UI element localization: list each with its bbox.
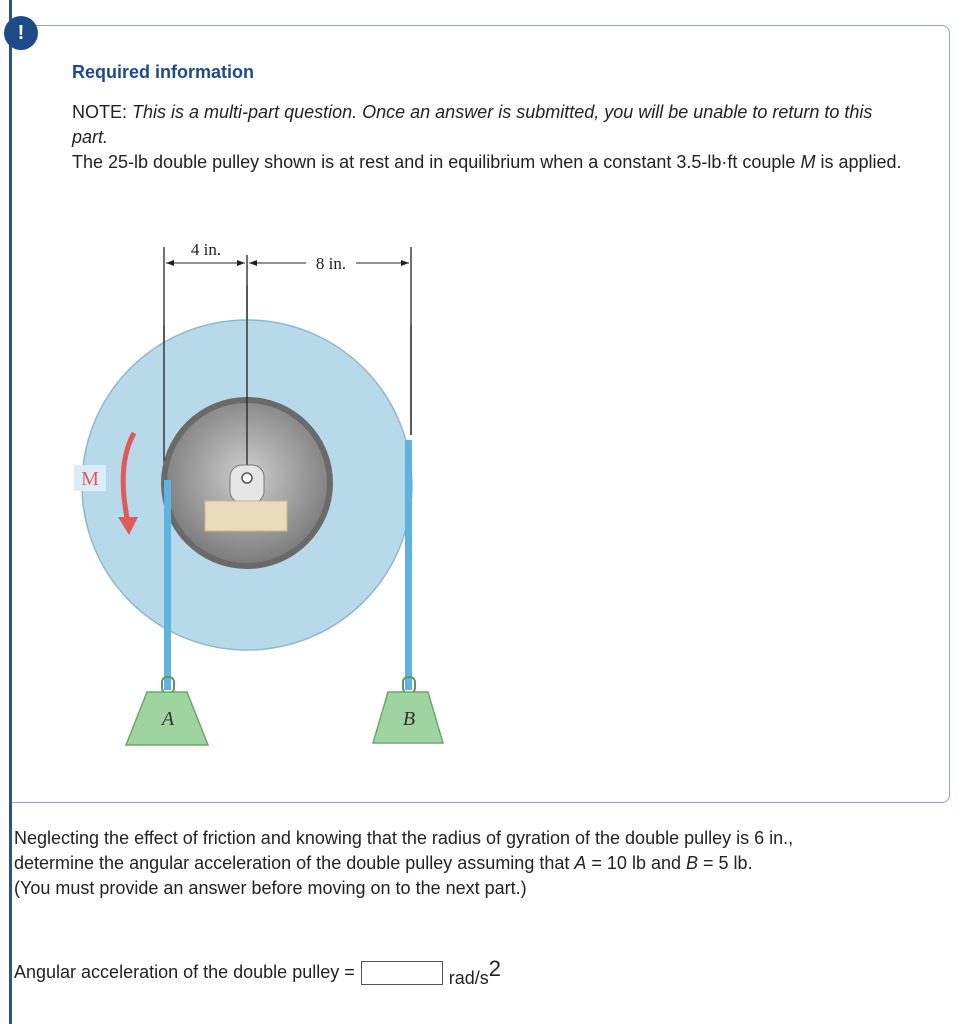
- answer-row: [14, 956, 501, 989]
- problem-var-m: M: [800, 152, 816, 172]
- double-pulley-figure: [72, 225, 452, 755]
- answer-label: Angular acceleration of the double pulley =: [14, 962, 355, 982]
- question-line-3: (You must provide an answer before moving on to the next part.): [14, 878, 527, 898]
- support-mount: [205, 501, 287, 531]
- problem-note: [72, 100, 912, 175]
- question-var-a: A: [574, 853, 587, 873]
- note-prefix: NOTE:: [72, 102, 128, 122]
- dim-arrow-inner-left: [166, 260, 174, 266]
- question-eq-a: = 10 lb and: [591, 853, 681, 873]
- question-line-2: determine the angular acceleration of the double pulley assuming that: [14, 853, 570, 873]
- question-eq-b: = 5 lb.: [703, 853, 753, 873]
- cable-a: [164, 480, 171, 690]
- angular-acceleration-input[interactable]: [361, 961, 443, 985]
- dim-arrow-outer-right: [401, 260, 409, 266]
- cable-b: [405, 440, 412, 690]
- moment-label: M: [81, 468, 99, 490]
- answer-unit-base: rad/s: [448, 968, 489, 988]
- answer-unit: [449, 956, 501, 989]
- note-text: This is a multi-part question. Once an answer is submitted, you will be unable to return to this part.: [72, 102, 873, 147]
- problem-statement-end: is applied.: [820, 152, 902, 172]
- block-a-label: A: [161, 708, 175, 730]
- dim-label-inner: 4 in.: [190, 240, 222, 259]
- block-b-label: B: [402, 708, 416, 730]
- question-var-b: B: [686, 853, 699, 873]
- answer-unit-exp: 2: [488, 956, 502, 981]
- axle-pin: [242, 473, 252, 483]
- alert-icon: !: [4, 16, 38, 50]
- dim-label-outer: 8 in.: [315, 254, 347, 273]
- question-text: [14, 826, 974, 901]
- dim-arrow-inner-right: [237, 260, 245, 266]
- dim-arrow-outer-left: [249, 260, 257, 266]
- question-line-1: Neglecting the effect of friction and knowing that the radius of gyration of the double pulley is 6 in.,: [14, 828, 794, 848]
- problem-statement-start: The 25-lb double pulley shown is at rest and in equilibrium when a constant 3.5-lb·ft couple: [72, 152, 796, 172]
- axle-bracket: [230, 465, 264, 503]
- required-info-title: Required information: [72, 62, 255, 82]
